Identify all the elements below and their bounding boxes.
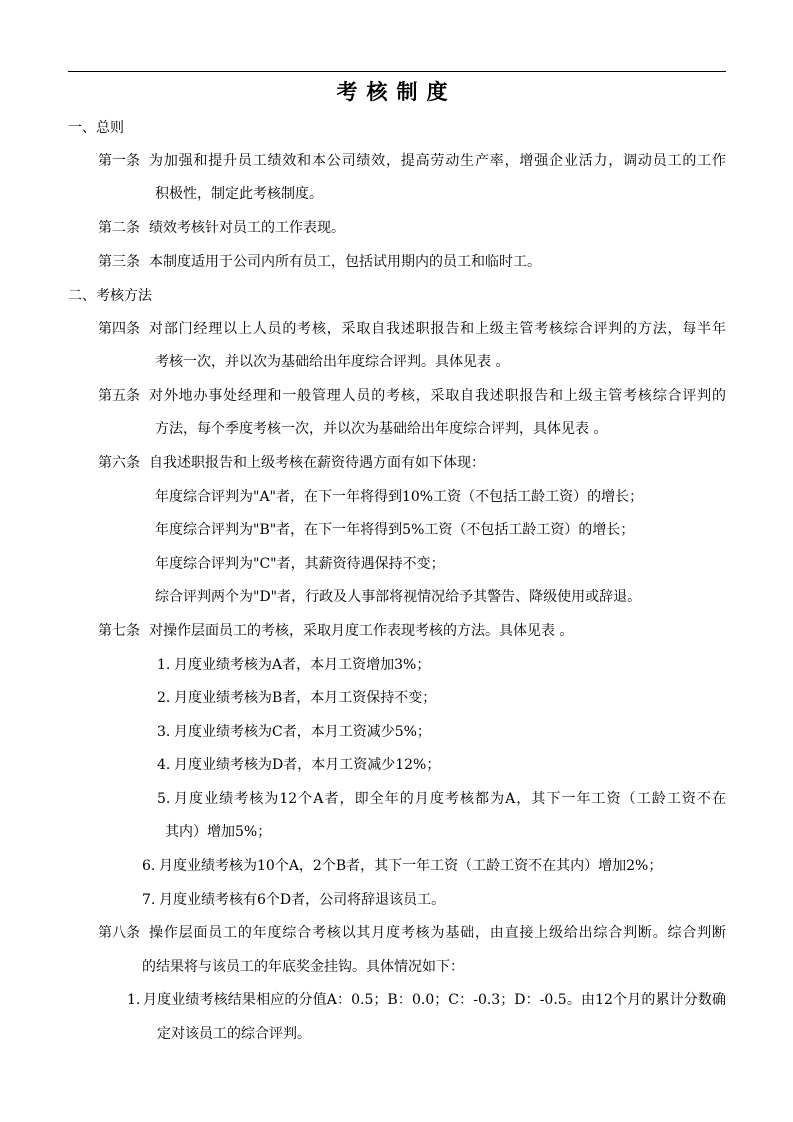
article-2-label: 第二条 [98, 220, 140, 236]
article-7-item-number: 2. [157, 690, 171, 706]
article-4-text-line2: 考核一次，并以次为基础给出年度综合评判。具体见表 。 [155, 354, 510, 370]
article-6-text: 自我述职报告和上级考核在薪资待遇方面有如下体现： [149, 455, 485, 471]
article-7-item-number: 1. [157, 657, 171, 673]
article-2-text: 绩效考核针对员工的工作表现。 [149, 220, 345, 236]
article-7-item-text: 月度业绩考核为A者，本月工资增加3%； [174, 657, 431, 673]
article-7-item-number: 6. [142, 858, 156, 874]
article-3-label: 第三条 [98, 254, 140, 270]
article-7-item-text: 月度业绩考核为C者，本月工资减少5%； [174, 724, 431, 740]
article-8-text-line1: 操作层面员工的年度综合考核以其月度考核为基础，由直接上级给出综合判断。综合判断 [149, 925, 726, 941]
article-8-item-text: 月度业绩考核结果相应的分值A：0.5；B：0.0；C：-0.3；D：-0.5。由12个月的累计分数确 [143, 992, 726, 1008]
article-5-label: 第五条 [98, 388, 140, 404]
article-6-label: 第六条 [98, 455, 140, 471]
article-8-item-number: 1. [127, 992, 141, 1008]
article-6-line-b: 年度综合评判为"B"者，在下一年将得到5%工资（不包括工龄工资）的增长； [155, 522, 635, 538]
article-1-text-line1: 为加强和提升员工绩效和本公司绩效，提高劳动生产率，增强企业活力，调动员工的工作 [149, 153, 726, 169]
article-7-item-number: 4. [157, 757, 171, 773]
article-8-item-text-continued: 定对该员工的综合评判。 [157, 1026, 311, 1042]
article-7-text: 对操作层面员工的考核，采取月度工作表现考核的方法。具体见表 。 [149, 623, 574, 639]
article-8-text-line2: 的结果将与该员工的年底奖金挂钩。具体情况如下： [142, 959, 464, 975]
article-3-text: 本制度适用于公司内所有员工，包括试用期内的员工和临时工。 [149, 254, 541, 270]
article-1-text-line2: 积极性，制定此考核制度。 [155, 186, 323, 202]
article-1-label: 第一条 [98, 153, 140, 169]
article-7-item-text: 月度业绩考核有6个D者，公司将辞退该员工。 [159, 892, 446, 908]
article-8-label: 第八条 [98, 925, 140, 941]
article-7-item-text: 月度业绩考核为12个A者，即全年的月度考核都为A，其下一年工资（工龄工资不在 [174, 791, 726, 807]
header-rule [68, 71, 726, 72]
article-7-item-text: 月度业绩考核为B者，本月工资保持不变； [174, 690, 437, 706]
article-6-line-c: 年度综合评判为"C"者，其薪资待遇保持不变； [155, 556, 445, 572]
article-7-item-number: 5. [157, 791, 171, 807]
document-title: 考核制度 [336, 79, 457, 104]
article-6-line-d: 综合评判两个为"D"者，行政及人事部将视情况给予其警告、降级使用或辞退。 [155, 589, 642, 605]
article-6-line-a: 年度综合评判为"A"者，在下一年将得到10%工资（不包括工龄工资）的增长； [155, 489, 644, 505]
article-7-label: 第七条 [98, 623, 140, 639]
article-4-label: 第四条 [98, 321, 140, 337]
article-7-item-text-continued: 其内）增加5%； [165, 824, 272, 840]
article-5-text-line2: 方法，每个季度考核一次，并以次为基础给出年度综合评判，具体见表 。 [155, 421, 608, 437]
article-7-item-number: 3. [157, 724, 171, 740]
article-5-text-line1: 对外地办事处经理和一般管理人员的考核，采取自我述职报告和上级主管考核综合评判的 [149, 388, 726, 404]
section-heading-general: 一、总则 [68, 120, 124, 136]
section-heading-methods: 二、考核方法 [68, 288, 152, 304]
article-7-item-number: 7. [142, 892, 156, 908]
article-7-item-text: 月度业绩考核为10个A，2个B者，其下一年工资（工龄工资不在其内）增加2%； [159, 858, 663, 874]
article-7-item-text: 月度业绩考核为D者，本月工资减少12%； [174, 757, 441, 773]
article-4-text-line1: 对部门经理以上人员的考核，采取自我述职报告和上级主管考核综合评判的方法，每半年 [149, 321, 726, 337]
